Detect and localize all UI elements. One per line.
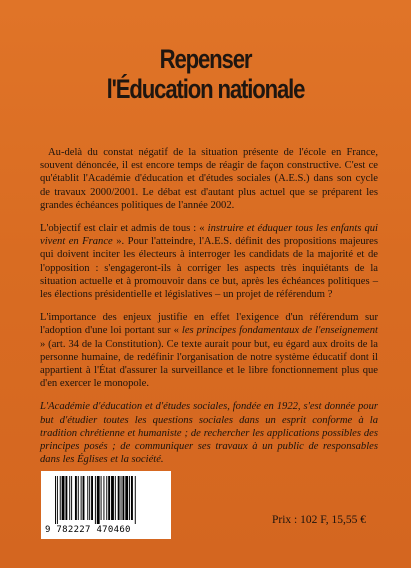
barcode-bar bbox=[103, 476, 104, 520]
barcode-bar bbox=[57, 476, 58, 524]
academy-description-text: L'Académie d'éducation et d'études sociales, fondée en 1922, s'est donnée pour but d'étudier toutes les questions sociales dans un esprit conforme à la tradition chrétienne et humaniste ; de rechercher les applications possibles des principes posés ; de communiquer ses travaux à un public de responsables dans les Églises et la société. bbox=[40, 401, 378, 466]
paragraph-2-text-b: ». Pour l'atteindre, l'A.E.S. définit des propositions majeures qui doivent inciter les électeurs à interroger les candidats de la majorité et de l'opposition : s'engageront-ils à corriger les aspects très inquiétants de la situation actuelle et à promouvoir dans ce but, après les échéances politiques – les élections présidentielle et législatives – un projet de référendum ? bbox=[40, 236, 378, 301]
book-title bbox=[37, 44, 374, 104]
title-line-1: Repenser bbox=[159, 44, 252, 74]
barcode-bar bbox=[78, 476, 79, 520]
barcode-bar bbox=[75, 476, 77, 520]
barcode-bar bbox=[71, 476, 72, 520]
barcode-bar bbox=[115, 476, 116, 520]
barcode-bar bbox=[60, 476, 61, 520]
barcode-bar bbox=[129, 476, 130, 520]
barcode-bar bbox=[69, 476, 70, 520]
barcode-bar bbox=[62, 476, 65, 520]
barcode-bar bbox=[122, 476, 124, 520]
paragraph-2-text-a: L'objectif est clair et admis de tous : « bbox=[40, 223, 208, 235]
barcode-bar bbox=[125, 476, 128, 520]
barcode-bar bbox=[65, 476, 67, 520]
price-label: Prix : 102 F, 15,55 € bbox=[272, 514, 366, 526]
paragraph-1 bbox=[40, 146, 378, 212]
barcode-bar bbox=[118, 476, 120, 520]
barcode-bar bbox=[135, 476, 136, 524]
title-line-2: l'Éducation nationale bbox=[106, 74, 305, 104]
barcode-bars bbox=[55, 476, 159, 524]
paragraph-3-text-a: L'importance des enjeux justifie en effet l'exigence d'un référendum sur l'adoption d'une loi portant sur « bbox=[40, 312, 378, 337]
barcode-bar bbox=[108, 476, 110, 520]
barcode-bar bbox=[91, 476, 93, 520]
isbn-barcode bbox=[41, 471, 171, 539]
barcode-bar bbox=[131, 476, 133, 520]
paragraph-3-text-b: » (art. 34 de la Constitution). Ce texte aurait pour but, eu égard aux droits de la personne humaine, de redéfinir l'organisation de notre système éducatif dont il appartient à l'État d'assurer la surveillance et le libre fonctionnement plus que d'en exercer le monopole. bbox=[40, 338, 378, 390]
barcode-bar bbox=[81, 476, 82, 520]
barcode-bar bbox=[87, 476, 88, 520]
paragraph-2 bbox=[40, 222, 378, 301]
paragraph-3-quote: les principes fondamentaux de l'enseignement bbox=[181, 325, 378, 337]
barcode-bar bbox=[83, 476, 85, 520]
barcode-bar bbox=[89, 476, 90, 520]
barcode-bar bbox=[55, 476, 56, 524]
paragraph-2-quote: instruire et éduquer tous les enfants qui vivent en France bbox=[40, 223, 378, 248]
paragraph-3 bbox=[40, 311, 378, 390]
barcode-bar bbox=[106, 476, 107, 520]
barcode-bar bbox=[97, 476, 100, 524]
barcode-digits: 9 782227 470460 bbox=[45, 525, 131, 535]
blurb-text bbox=[40, 146, 378, 476]
barcode-bar bbox=[121, 476, 122, 520]
barcode-bar bbox=[101, 476, 102, 520]
barcode-bar bbox=[95, 476, 96, 524]
barcode-bar bbox=[111, 476, 114, 520]
paragraph-1-text: Au-delà du constat négatif de la situation présente de l'école en France, souvent dénoncée, il est encore temps de réagir de façon constructive. C'est ce qu'établit l'Académie d'éducation et d'études sociales (A.E.S.) dans son cycle de travaux 2000/2001. Le débat est d'autant plus actuel que se préparent les grandes échéances politiques de l'année 2002. bbox=[40, 147, 378, 211]
academy-description bbox=[40, 400, 378, 466]
